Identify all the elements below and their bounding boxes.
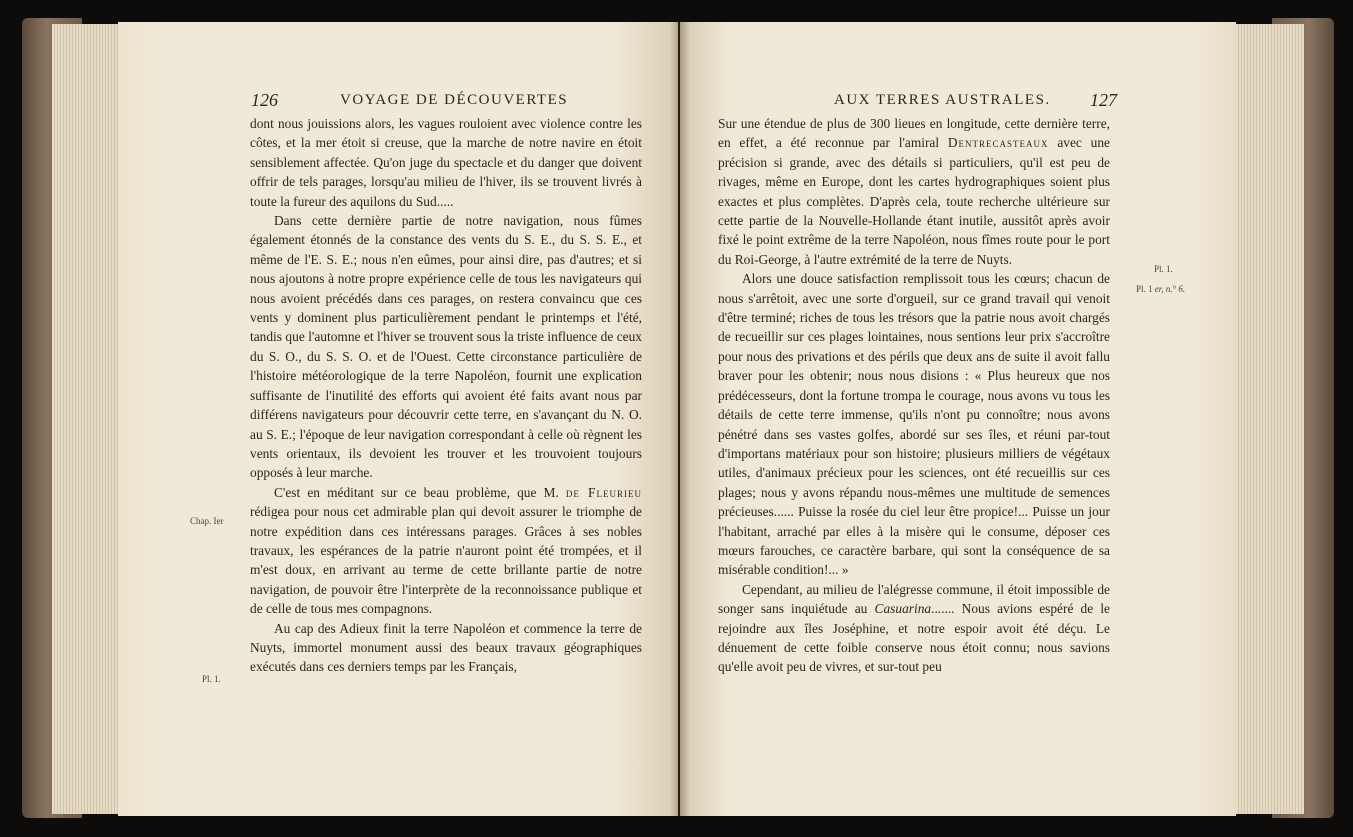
text-run: er, n.° 6. bbox=[1154, 284, 1186, 294]
text-run: C'est en méditant sur ce beau problème, que M. bbox=[274, 484, 566, 500]
body-text bbox=[718, 114, 1110, 677]
margin-note-plate: Pl. 1. bbox=[1154, 264, 1173, 274]
margin-note-chapter: Chap. Ier bbox=[190, 516, 224, 526]
paragraph bbox=[718, 114, 1110, 269]
person-name: de Fleurieu bbox=[565, 484, 642, 500]
person-name: Dentrecasteaux bbox=[947, 135, 1049, 151]
paragraph bbox=[250, 483, 642, 619]
paragraph: dont nous jouissions alors, les vagues rouloient avec violence contre les côtes, et la mer étoit si creuse, que la marche de notre navire en étoit sensiblement affectée. Qu'on juge du spectacle et du danger que doivent offrir de tels parages, lorsqu'au milieu de l'hiver, ils se trouvent livrés à toute la fureur des aquilons du Sud..... bbox=[250, 116, 642, 209]
body-text bbox=[250, 114, 642, 677]
right-page bbox=[680, 22, 1236, 816]
text-run: Sur une étendue de plus de 300 lieues en longitude, cette dernière terre, en effet, a été reconnue par l'amiral bbox=[718, 116, 1110, 151]
text-run: rédigea pour nous cet admirable plan qui devoit assurer le triomphe de notre expédition dans ces intéressans parages. Grâces à ses nobles travaux, les espérances de la patrie n'auront point été trompées, et il m'est doux, en arrivant au terme de cette brillante partie de notre navigation, de pouvoir être l'interprète de la reconnoissance publique et de celle de tous mes compagnons. bbox=[250, 504, 642, 617]
ship-name: Casuarina bbox=[874, 601, 932, 617]
paragraph: Au cap des Adieux finit la terre Napoléon et commence la terre de Nuyts, immortel monument aussi des beaux travaux géographiques exécutés dans ces derniers temps par les Français, bbox=[250, 620, 642, 675]
margin-note-plate-number bbox=[1136, 284, 1185, 294]
text-run: ....... Nous avions espéré de le rejoindre aux îles Joséphine, et notre espoir avoit été déçu. Le dénuement de cette foible conserve nous étoit connu; nous savions qu'elle avoit peu de vivres, et sur-tout peu bbox=[718, 601, 1110, 675]
margin-note-plate: Pl. 1. bbox=[202, 674, 221, 684]
page-edges-left bbox=[52, 24, 122, 814]
page-number: 127 bbox=[1090, 90, 1117, 110]
paragraph: Alors une douce satisfaction remplissoit tous les cœurs; chacun de nous s'arrêtoit, avec une sorte d'orgueil, sur ce grand travail qui venoit d'être terminé; riches de tous les trésors que la patrie nous avoit chargés de recueillir sur ces plages lointaines, nous sentions leur prix s'accroître pour nous des privations et des périls que deux ans de suite il avoit fallu braver pour les obtenir; nous nous disions : « Plus heureux que nos prédécesseurs, dont la fortune trompa le courage, nous avons vu tous les détails de cette terre immense, qu'ils n'ont pu connoître; nous avons pénétré dans ses vastes golfes, abordé sur ses îles, et réuni par-tout d'importans matériaux pour son histoire; plusieurs milliers de végétaux utiles, d'animaux précieux pour les sciences, ont été recueillis sur ces plages; nous y avons répandu nous-mêmes une multitude de semences précieuses...... Puisse la rosée du ciel leur être propice!... Puisse un jour l'habitant, arraché par elles à la misère qui le consume, déposer ces mœurs farouches, ce caractère barbare, qui sont la conséquence de sa misérable condition!... » bbox=[718, 271, 1110, 578]
page-edges-right bbox=[1232, 24, 1304, 814]
paragraph bbox=[718, 580, 1110, 677]
text-run: Cependant, au milieu de l'alégresse commune, il étoit impossible de songer sans inquiétude au bbox=[718, 581, 1110, 617]
paragraph: Dans cette dernière partie de notre navigation, nous fûmes également étonnés de la constance des vents du S. E., du S. S. E., et même de l'E. S. E.; nous n'en eûmes, pour ainsi dire, pas d'autres; et si nous ajoutons à notre propre expérience celle de tous les navigateurs qui nous avoient précédés dans ces parages, on restera convaincu que ces vents y dominent plus particulièrement pendant le printemps et l'été, tandis que l'automne et l'hiver se trouvent sous la triste influence de ceux du S. O., du S. S. O. et de l'Ouest. Cette circonstance particulière de l'histoire météorologique de la terre Napoléon, fournit une explication suffisante de l'inutilité des efforts qui avoient été faits avant nous par différens navigateurs pour découvrir cette terre, en s'avançant du N. O. au S. E.; l'époque de leur navigation correspondant à celle où règnent les vents orientaux, ils devoient les trouver et les trouvoient toujours opposés à leur marche. bbox=[250, 213, 642, 481]
left-page bbox=[118, 22, 678, 816]
text-run: avec une précision si grande, avec des détails si particuliers, qu'il est peu de rivages, même en Europe, dont les cartes hydrographiques soient plus exactes et plus complètes. D'après cela, toute recherche ultérieure sur cette partie de la Nouvelle-Hollande étant inutile, aussitôt après avoir fixé le point extrême de la terre Napoléon, nous fîmes route pour le port du Roi-George, à l'autre extrémité de la terre de Nuyts. bbox=[718, 135, 1110, 267]
page-number: 126 bbox=[251, 90, 278, 110]
book-gutter bbox=[670, 22, 690, 816]
running-header: VOYAGE DE DÉCOUVERTES bbox=[340, 92, 569, 108]
running-header: AUX TERRES AUSTRALES. bbox=[834, 92, 1051, 108]
text-run: Pl. 1 bbox=[1136, 284, 1155, 294]
